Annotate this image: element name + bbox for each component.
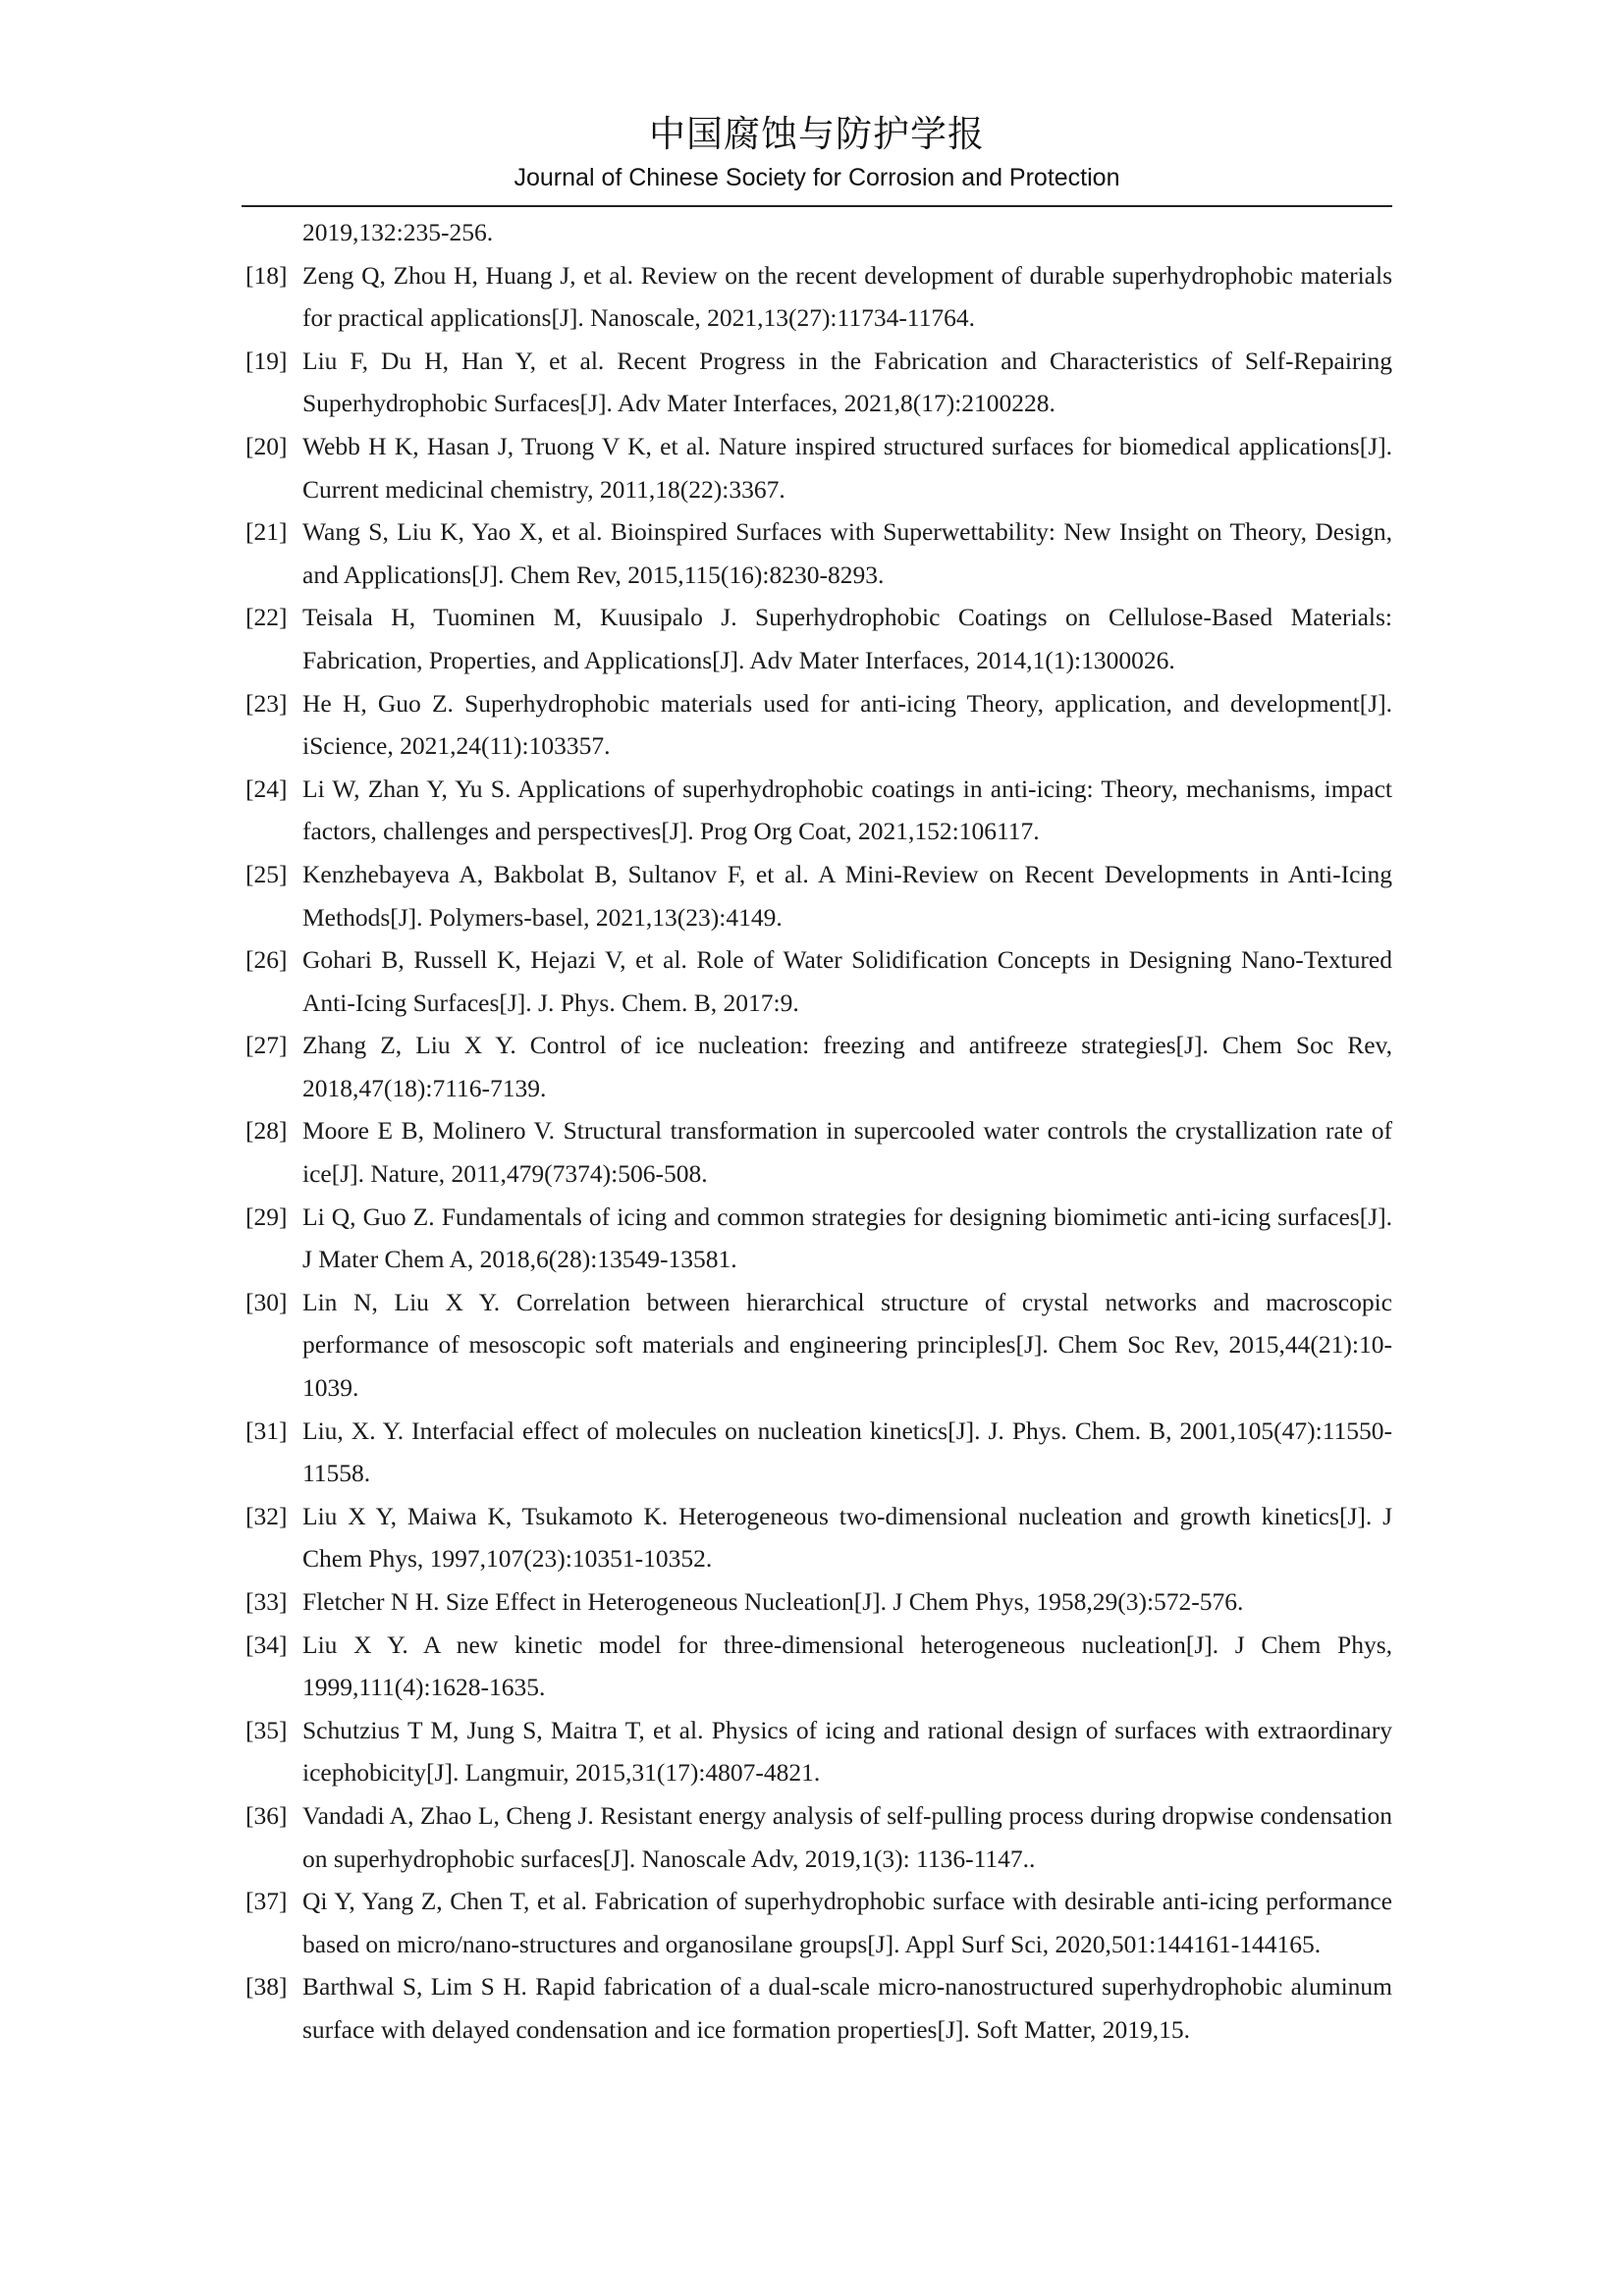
reference-text: Vandadi A, Zhao L, Cheng J. Resistant energy analysis of self-pulling process during dropwise condensation on superhydrophobic surfaces[J]. Nanoscale Adv, 2019,1(3): 1136-1147.. [302,1800,1392,1873]
reference-item [242,1410,1392,1495]
reference-item [242,1109,1392,1195]
reference-number: [27] [245,1031,288,1060]
reference-number: [24] [245,774,288,803]
reference-text: Li Q, Guo Z. Fundamentals of icing and common strategies for designing biomimetic anti-icing surfaces[J]. J Mater Chem A, 2018,6(28):13549-13581. [302,1201,1392,1274]
reference-item [242,1794,1392,1880]
reference-text: Fletcher N H. Size Effect in Heterogeneous Nucleation[J]. J Chem Phys, 1958,29(3):572-576. [302,1587,1244,1616]
reference-number: [25] [245,859,288,888]
reference-item [242,1965,1392,2051]
reference-number: [20] [245,431,288,460]
reference-item [242,425,1392,510]
reference-number: [35] [245,1715,288,1744]
reference-number: [18] [245,260,288,290]
reference-number: [34] [245,1629,288,1659]
reference-item [242,1709,1392,1794]
reference-item [242,768,1392,853]
reference-number: [38] [245,1972,288,2002]
reference-number: [28] [245,1116,288,1146]
reference-text: Liu X Y, Maiwa K, Tsukamoto K. Heterogeneous two-dimensional nucleation and growth kinetics[J]. J Chem Phys, 1997,107(23):10351-10352. [302,1501,1392,1574]
reference-number: [26] [245,945,288,975]
reference-item [242,340,1392,425]
reference-text: Liu F, Du H, Han Y, et al. Recent Progress in the Fabrication and Characteristics of Self‐Repairing Superhydrophobic Surfaces[J]. Adv Mater Interfaces, 2021,8(17):2100228. [302,346,1392,418]
reference-text: Qi Y, Yang Z, Chen T, et al. Fabrication of superhydrophobic surface with desirable anti-icing performance based on micro/nano-structures and organosilane groups[J]. Appl Surf Sci, 2020,501:144161-144165. [302,1887,1392,1958]
reference-text: Liu X Y. A new kinetic model for three-dimensional heterogeneous nucleation[J]. J Chem Phys, 1999,111(4):1628-1635. [302,1629,1392,1702]
reference-number: [29] [245,1201,288,1231]
journal-title-chinese: 中国腐蚀与防护学报 [649,113,985,155]
reference-number: [36] [245,1800,288,1830]
reference-list [242,211,1392,2052]
reference-text: Teisala H, Tuominen M, Kuusipalo J. Superhydrophobic Coatings on Cellulose‐Based Materials: Fabrication, Properties, and Applications[J]. Adv Mater Interfaces, 2014,1(1):1300026. [302,603,1392,674]
reference-text: Kenzhebayeva A, Bakbolat B, Sultanov F, et al. A Mini-Review on Recent Developments in Anti-Icing Methods[J]. Polymers-basel, 2021,13(23):4149. [302,859,1392,932]
reference-item [242,1880,1392,1965]
reference-text: Gohari B, Russell K, Hejazi V, et al. Role of Water Solidification Concepts in Designing Nano-Textured Anti-Icing Surfaces[J]. J. Phys. Chem. B, 2017:9. [302,945,1392,1017]
reference-item [242,1281,1392,1410]
reference-number: [30] [245,1287,288,1316]
reference-number: [23] [245,688,288,718]
reference-item [242,1024,1392,1109]
reference-continuation: 2019,132:235-256. [302,218,494,246]
running-header [242,110,1392,194]
reference-item [242,853,1392,938]
reference-text: Wang S, Liu K, Yao X, et al. Bioinspired Surfaces with Superwettability: New Insight on Theory, Design, and Applications[J]. Chem Rev, 2015,115(16):8230-8293. [302,517,1392,589]
reference-number: [33] [245,1587,288,1616]
reference-item [242,1580,1392,1624]
reference-text: Liu, X. Y. Interfacial effect of molecules on nucleation kinetics[J]. J. Phys. Chem. B, 2001,105(47):11550-11558. [302,1415,1392,1488]
journal-title-english: Journal of Chinese Society for Corrosion and Protection [514,164,1120,191]
reference-text: He H, Guo Z. Superhydrophobic materials used for anti-icing Theory, application, and development[J]. iScience, 2021,24(11):103357. [302,688,1392,761]
reference-text: Zeng Q, Zhou H, Huang J, et al. Review on the recent development of durable superhydrophobic materials for practical applications[J]. Nanoscale, 2021,13(27):11734-11764. [302,260,1392,333]
reference-number: [32] [245,1501,288,1530]
reference-item [242,596,1392,681]
reference-text: Webb H K, Hasan J, Truong V K, et al. Nature inspired structured surfaces for biomedical applications[J]. Current medicinal chemistry, 2011,18(22):3367. [302,431,1392,504]
header-divider [242,205,1392,207]
reference-text: Schutzius T M, Jung S, Maitra T, et al. Physics of icing and rational design of surfaces with extraordinary icephobicity[J]. Langmuir, 2015,31(17):4807-4821. [302,1715,1392,1788]
reference-number: [37] [245,1887,288,1916]
reference-text: Zhang Z, Liu X Y. Control of ice nucleation: freezing and antifreeze strategies[J]. Chem Soc Rev, 2018,47(18):7116-7139. [302,1031,1392,1102]
reference-text: Li W, Zhan Y, Yu S. Applications of superhydrophobic coatings in anti-icing: Theory, mechanisms, impact factors, challenges and perspectives[J]. Prog Org Coat, 2021,152:106117. [302,774,1392,846]
reference-item [242,938,1392,1024]
reference-number: [31] [245,1415,288,1445]
reference-text: Lin N, Liu X Y. Correlation between hierarchical structure of crystal networks and macroscopic performance of mesoscopic soft materials and engineering principles[J]. Chem Soc Rev, 2015,44(21):10-1039. [302,1287,1392,1403]
reference-number: [19] [245,346,288,375]
reference-text: Moore E B, Molinero V. Structural transformation in supercooled water controls the crystallization rate of ice[J]. Nature, 2011,479(7374):506-508. [302,1116,1392,1189]
reference-item [242,1196,1392,1281]
reference-text: Barthwal S, Lim S H. Rapid fabrication of a dual-scale micro-nanostructured superhydrophobic aluminum surface with delayed condensation and ice formation properties[J]. Soft Matter, 2019,15. [302,1972,1392,2044]
reference-number: [22] [245,603,288,632]
reference-number: [21] [245,517,288,547]
reference-item [242,682,1392,768]
reference-item [242,254,1392,340]
reference-item [242,510,1392,596]
reference-item [242,1624,1392,1709]
reference-item [242,1495,1392,1580]
